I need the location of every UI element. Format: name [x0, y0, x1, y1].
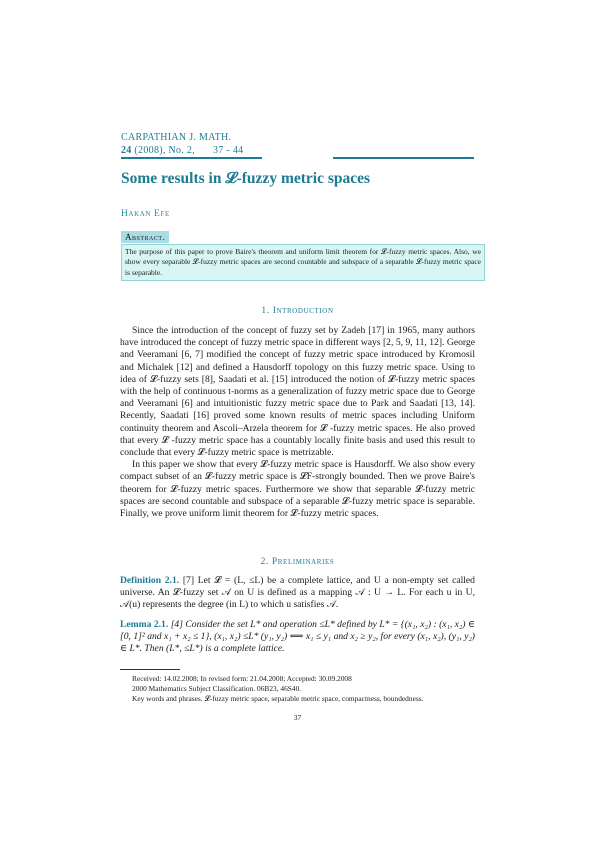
section-heading-introduction: 1. Introduction: [261, 306, 334, 316]
footnote-dates: Received: 14.02.2008; In revised form: 21.04.2008; Accepted: 30.09.2008: [132, 674, 352, 683]
journal-pages: 37 - 44: [213, 145, 244, 156]
author-name: Hakan Efe: [121, 209, 170, 219]
footnote-msc: 2000 Mathematics Subject Classification. 06B23, 46S40.: [132, 684, 302, 694]
journal-issue-row: [121, 144, 243, 157]
abstract-text: The purpose of this paper to prove Baire's theorem and uniform limit theorem for 𝓛-fuzzy metric spaces. Also, we show every separable 𝓛-fuzzy metric spaces are second countable and subspace of a separable 𝓛-fuzzy metric space is separable.: [125, 247, 481, 277]
abstract-label: Abstract.: [121, 231, 169, 243]
definition-label: Definition 2.1.: [120, 575, 180, 586]
footnote: [132, 674, 423, 705]
intro-paragraph-1: Since the introduction of the concept of fuzzy set by Zadeh [17] in 1965, many authors have introduced the concept of fuzzy metric space in different ways [2, 5, 9, 11, 12]. George and Veeramani [6, 7] modified the concept of fuzzy metric space introduced by Kromosil and Michalek [12] and defined a Hausdorff topology on this fuzzy metric space. Using to idea of 𝓛-fuzzy sets [8], Saadati et al. [15] introduced the notion of 𝓛-fuzzy metric spaces with the help of continuous t-norms as a generalization of fuzzy metric space due to George and Veeramani [6] and intuitionistic fuzzy metric space due to Park and Saadati [13, 14]. Recently, Saadati [16] proved some known results of metric spaces including Uniform continuity theorem and Ascoli–Arzela theorem for 𝓛 -fuzzy metric spaces. He also proved that every 𝓛 -fuzzy metric space has a countably locally finite basis and used this result to conclude that every 𝓛-fuzzy metric space is metrizable.: [120, 325, 475, 459]
page-number: 37: [293, 713, 302, 722]
lemma-text: [4] Consider the set L* and operation ≤L* defined by L* = {(x₁, x₂) : (x₁, x₂) ∈ [0, 1]² and x₁ + x₂ ≤ 1}, (x₁, x₂) ≤L* (y₁, y₂) ⟺ x₁ ≤ y₁ and x₂ ≥ y₂, for every (x₁, x₂), (y₁, y₂) ∈ L*. Then (L*, ≤L*) is a complete lattice.: [120, 619, 475, 655]
journal-issue: (2008), No. 2,: [134, 145, 196, 156]
header-rule-right: [333, 157, 474, 159]
journal-volume: 24: [121, 145, 132, 156]
lemma-2-1: [120, 619, 475, 656]
paper-title: Some results in 𝓛-fuzzy metric spaces: [121, 170, 371, 187]
journal-name: CARPATHIAN J. MATH.: [121, 132, 232, 143]
header-rule-left: [121, 157, 262, 159]
section-heading-preliminaries: 2. Preliminaries: [260, 557, 335, 567]
footnote-keywords: Key words and phrases. 𝓛-fuzzy metric space, separable metric space, compactness, boundedness.: [132, 694, 424, 704]
intro-paragraph-2: In this paper we show that every 𝓛-fuzzy metric space is Hausdorff. We also show every compact subset of an 𝓛-fuzzy metric space is 𝓛F-strongly bounded. Then we prove Baire's theorem for 𝓛-fuzzy metric spaces. Furthermore we show that separable 𝓛-fuzzy metric spaces are second countable and subspace of a separable 𝓛-fuzzy metric space is separable. Finally, we prove uniform limit theorem for 𝓛-fuzzy metric spaces.: [120, 459, 475, 520]
footnote-rule: [120, 669, 180, 670]
definition-text: [7] Let 𝓛 = (L, ≤L) be a complete lattice, and U a non-empty set called universe. An 𝓛-fuzzy set 𝒜 on U is defined as a mapping 𝒜 : U → L. For each u in U, 𝒜(u) represents the degree (in L) to which u satisfies 𝒜.: [120, 575, 475, 611]
definition-2-1: [120, 575, 475, 612]
abstract-box: [121, 244, 485, 281]
introduction-body: [120, 325, 475, 520]
journal-header: [121, 131, 243, 157]
lemma-label: Lemma 2.1.: [120, 619, 169, 630]
